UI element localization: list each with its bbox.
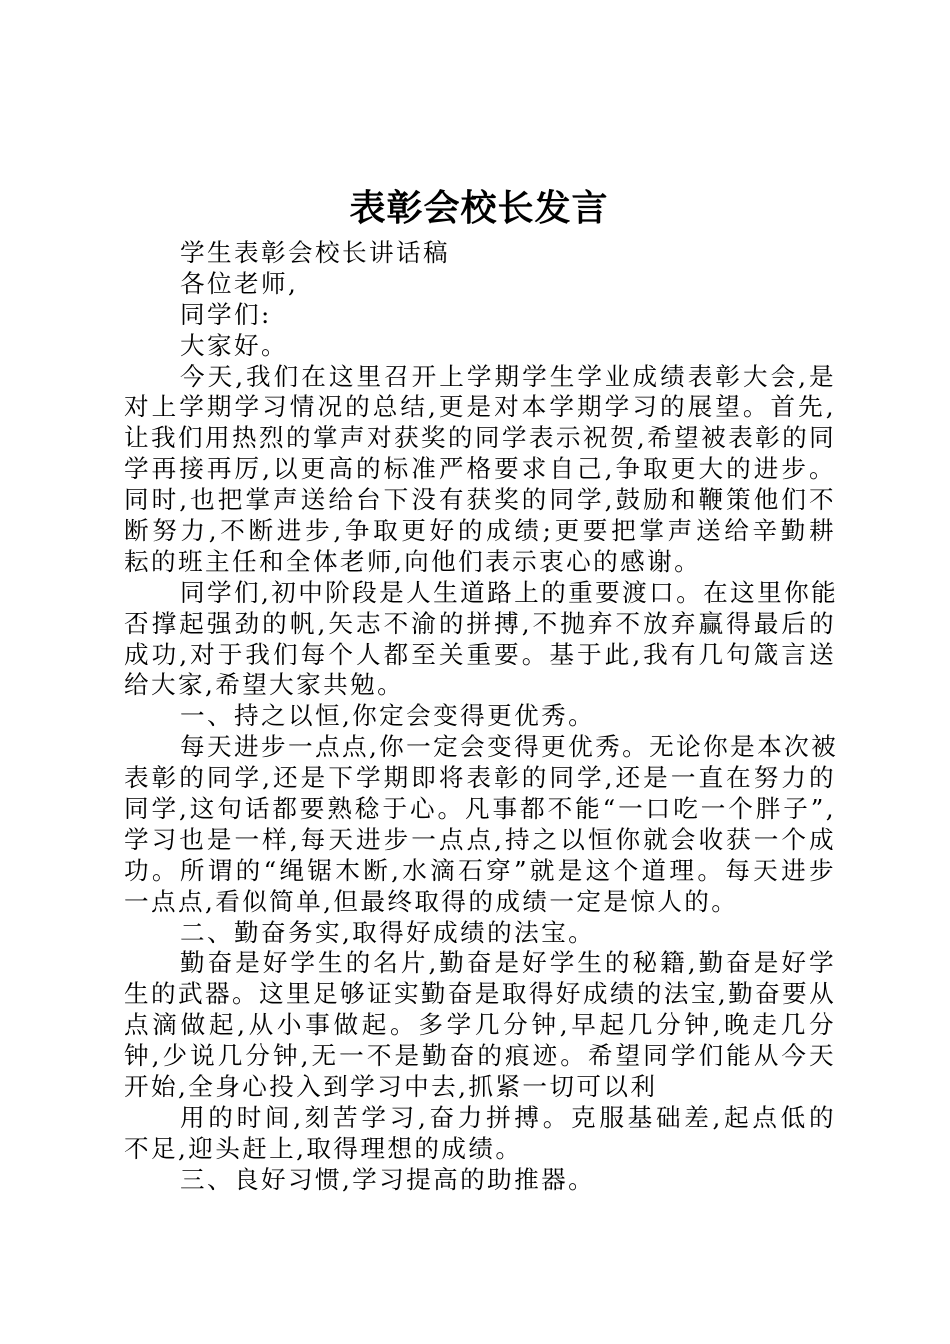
text-line: 否撑起强劲的帆,矢志不渝的拼搏,不抛弃不放弃赢得最后的 xyxy=(124,608,836,638)
text-line: 今天,我们在这里召开上学期学生学业成绩表彰大会,是 xyxy=(180,361,836,391)
text-line: 点滴做起,从小事做起。多学几分钟,早起几分钟,晚走几分 xyxy=(124,1010,836,1040)
text-line: 给大家,希望大家共勉。 xyxy=(124,670,405,700)
text-line: 表彰的同学,还是下学期即将表彰的同学,还是一直在努力的 xyxy=(124,763,836,793)
text-line: 同时,也把掌声送给台下没有获奖的同学,鼓励和鞭策他们不 xyxy=(124,485,836,515)
text-line: 各位老师, xyxy=(180,268,299,298)
section-heading: 三、良好习惯,学习提高的助推器。 xyxy=(180,1164,596,1194)
text-line: 勤奋是好学生的名片,勤奋是好学生的秘籍,勤奋是好学 xyxy=(180,948,836,978)
document-body xyxy=(124,238,839,1196)
text-line: 大家好。 xyxy=(180,330,288,360)
text-line: 钟,少说几分钟,无一不是勤奋的痕迹。希望同学们能从今天 xyxy=(124,1041,836,1071)
text-line: 学习也是一样,每天进步一点点,持之以恒你就会收获一个成 xyxy=(124,824,836,854)
text-line: 用的时间,刻苦学习,奋力拼搏。克服基础差,起点低的 xyxy=(180,1102,836,1132)
text-line: 断努力,不断进步,争取更好的成绩;更要把掌声送给辛勤耕 xyxy=(124,516,836,546)
text-line: 成功,对于我们每个人都至关重要。基于此,我有几句箴言送 xyxy=(124,639,836,669)
text-line: 耘的班主任和全体老师,向他们表示衷心的感谢。 xyxy=(124,546,702,576)
text-line: 开始,全身心投入到学习中去,抓紧一切可以利 xyxy=(124,1072,658,1102)
text-line: 功。所谓的“绳锯木断,水滴石穿”就是这个道理。每天进步 xyxy=(124,855,836,885)
text-line: 每天进步一点点,你一定会变得更优秀。无论你是本次被 xyxy=(180,732,839,762)
text-line: 同学,这句话都要熟稔于心。凡事都不能“一口吃一个胖子”, xyxy=(124,794,836,824)
text-line: 学再接再厉,以更高的标准严格要求自己,争取更大的进步。 xyxy=(124,454,836,484)
text-line: 生的武器。这里足够证实勤奋是取得好成绩的法宝,勤奋要从 xyxy=(124,979,837,1009)
text-line: 不足,迎头赶上,取得理想的成绩。 xyxy=(124,1133,523,1163)
text-line: 让我们用热烈的掌声对获奖的同学表示祝贺,希望被表彰的同 xyxy=(124,423,837,453)
text-line: 一点点,看似简单,但最终取得的成绩一定是惊人的。 xyxy=(124,886,739,916)
text-line: 同学们,初中阶段是人生道路上的重要渡口。在这里你能 xyxy=(180,577,839,607)
section-heading: 一、持之以恒,你定会变得更优秀。 xyxy=(180,701,596,731)
section-heading: 二、勤奋务实,取得好成绩的法宝。 xyxy=(180,917,596,947)
text-line: 学生表彰会校长讲话稿 xyxy=(180,238,450,267)
document-title: 表彰会校长发言 xyxy=(349,187,609,229)
text-line: 对上学期学习情况的总结,更是对本学期学习的展望。首先, xyxy=(124,392,836,422)
text-line: 同学们: xyxy=(180,299,272,329)
